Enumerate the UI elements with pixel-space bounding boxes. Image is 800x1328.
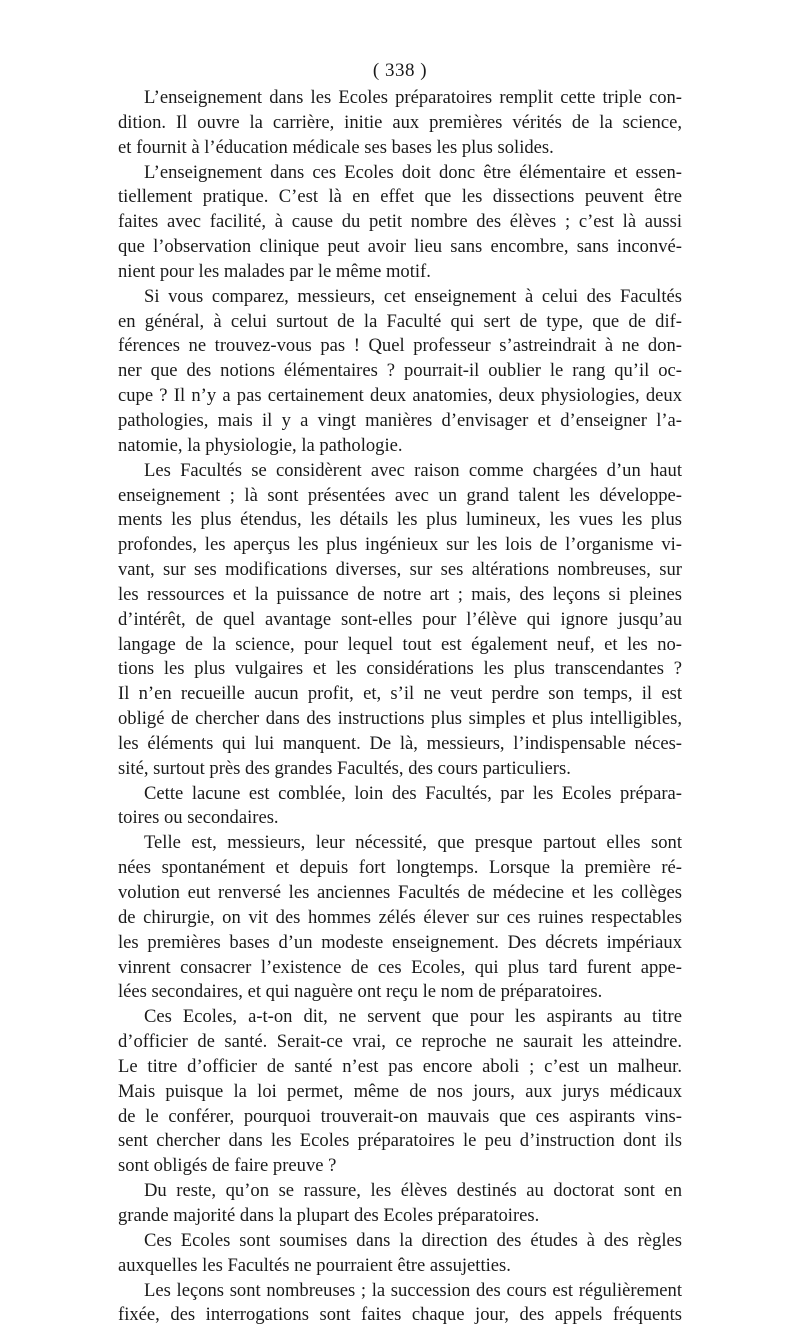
text-line: tions les plus vulgaires et les considérations les plus transcendantes ? xyxy=(118,657,682,682)
text-line: volution eut renversé les anciennes Facultés de médecine et les collèges xyxy=(118,881,682,906)
text-line: et fournit à l’éducation médicale ses bases les plus solides. xyxy=(118,136,682,161)
text-line: natomie, la physiologie, la pathologie. xyxy=(118,434,682,459)
text-line: Ces Ecoles sont soumises dans la direction des études à des règles xyxy=(118,1229,682,1254)
paragraph xyxy=(118,782,682,832)
text-line: faites avec facilité, à cause du petit nombre des élèves ; c’est là aussi xyxy=(118,210,682,235)
text-line: nées spontanément et depuis fort longtemps. Lorsque la première ré- xyxy=(118,856,682,881)
paragraph xyxy=(118,1005,682,1179)
text-line: Cette lacune est comblée, loin des Facultés, par les Ecoles prépara- xyxy=(118,782,682,807)
text-line: Telle est, messieurs, leur nécessité, que presque partout elles sont xyxy=(118,831,682,856)
body-text xyxy=(118,86,682,1328)
paragraph xyxy=(118,1179,682,1229)
text-line: lées secondaires, et qui naguère ont reçu le nom de préparatoires. xyxy=(118,980,682,1005)
paragraph xyxy=(118,459,682,782)
text-line: toires ou secondaires. xyxy=(118,806,682,831)
text-line: Mais puisque la loi permet, même de nos jours, aux jurys médicaux xyxy=(118,1080,682,1105)
text-line: sité, surtout près des grandes Facultés, des cours particuliers. xyxy=(118,757,682,782)
text-line: sent chercher dans les Ecoles préparatoires le peu d’instruction dont ils xyxy=(118,1129,682,1154)
text-line: vant, sur ses modifications diverses, sur ses altérations nombreuses, sur xyxy=(118,558,682,583)
text-line: que l’observation clinique peut avoir lieu sans encombre, sans inconvé- xyxy=(118,235,682,260)
text-line: nient pour les malades par le même motif. xyxy=(118,260,682,285)
text-line: auxquelles les Facultés ne pourraient être assujetties. xyxy=(118,1254,682,1279)
paragraph xyxy=(118,285,682,459)
text-line: L’enseignement dans les Ecoles préparatoires remplit cette triple con- xyxy=(118,86,682,111)
text-line: Du reste, qu’on se rassure, les élèves destinés au doctorat sont en xyxy=(118,1179,682,1204)
text-line: de le conférer, pourquoi trouverait-on mauvais que ces aspirants vins- xyxy=(118,1105,682,1130)
text-line: vinrent consacrer l’existence de ces Ecoles, qui plus tard furent appe- xyxy=(118,956,682,981)
page-number: ( 338 ) xyxy=(118,60,682,82)
text-line: les premières bases d’un modeste enseignement. Des décrets impériaux xyxy=(118,931,682,956)
text-line: les éléments qui lui manquent. De là, messieurs, l’indispensable néces- xyxy=(118,732,682,757)
text-line: grande majorité dans la plupart des Ecoles préparatoires. xyxy=(118,1204,682,1229)
text-line: férences ne trouvez-vous pas ! Quel professeur s’astreindrait à ne don- xyxy=(118,334,682,359)
paragraph xyxy=(118,831,682,1005)
text-line: langage de la science, pour lequel tout est également neuf, et les no- xyxy=(118,633,682,658)
text-line: pathologies, mais il y a vingt manières d’envisager et d’enseigner l’a- xyxy=(118,409,682,434)
text-line: en général, à celui surtout de la Faculté qui sert de type, que de dif- xyxy=(118,310,682,335)
paragraph xyxy=(118,1229,682,1279)
text-line: Le titre d’officier de santé n’est pas encore aboli ; c’est un malheur. xyxy=(118,1055,682,1080)
text-line: ner que des notions élémentaires ? pourrait-il oublier le rang qu’il oc- xyxy=(118,359,682,384)
text-line: Les leçons sont nombreuses ; la succession des cours est régulièrement xyxy=(118,1279,682,1304)
text-line: Les Facultés se considèrent avec raison comme chargées d’un haut xyxy=(118,459,682,484)
text-line: fixée, des interrogations sont faites chaque jour, des appels fréquents xyxy=(118,1303,682,1328)
text-line: sont obligés de faire preuve ? xyxy=(118,1154,682,1179)
text-line: profondes, les aperçus les plus ingénieux sur les lois de l’organisme vi- xyxy=(118,533,682,558)
text-line: Il n’en recueille aucun profit, et, s’il ne veut perdre son temps, il est xyxy=(118,682,682,707)
text-line: d’officier de santé. Serait-ce vrai, ce reproche ne saurait les atteindre. xyxy=(118,1030,682,1055)
text-line: les ressources et la puissance de notre art ; mais, des leçons si pleines xyxy=(118,583,682,608)
text-line: Si vous comparez, messieurs, cet enseignement à celui des Facultés xyxy=(118,285,682,310)
text-line: enseignement ; là sont présentées avec un grand talent les développe- xyxy=(118,484,682,509)
text-line: d’intérêt, de quel avantage sont-elles pour l’élève qui ignore jusqu’au xyxy=(118,608,682,633)
text-line: Ces Ecoles, a-t-on dit, ne servent que pour les aspirants au titre xyxy=(118,1005,682,1030)
text-line: de chirurgie, on vit des hommes zélés élever sur ces ruines respectables xyxy=(118,906,682,931)
paragraph xyxy=(118,86,682,161)
book-page xyxy=(118,60,682,1328)
text-line: dition. Il ouvre la carrière, initie aux premières vérités de la science, xyxy=(118,111,682,136)
text-line: obligé de chercher dans des instructions plus simples et plus intelligibles, xyxy=(118,707,682,732)
text-line: cupe ? Il n’y a pas certainement deux anatomies, deux physiologies, deux xyxy=(118,384,682,409)
text-line: ments les plus étendus, les détails les plus lumineux, les vues les plus xyxy=(118,508,682,533)
text-line: L’enseignement dans ces Ecoles doit donc être élémentaire et essen- xyxy=(118,161,682,186)
paragraph xyxy=(118,161,682,285)
paragraph xyxy=(118,1279,682,1328)
text-line: tiellement pratique. C’est là en effet que les dissections peuvent être xyxy=(118,185,682,210)
